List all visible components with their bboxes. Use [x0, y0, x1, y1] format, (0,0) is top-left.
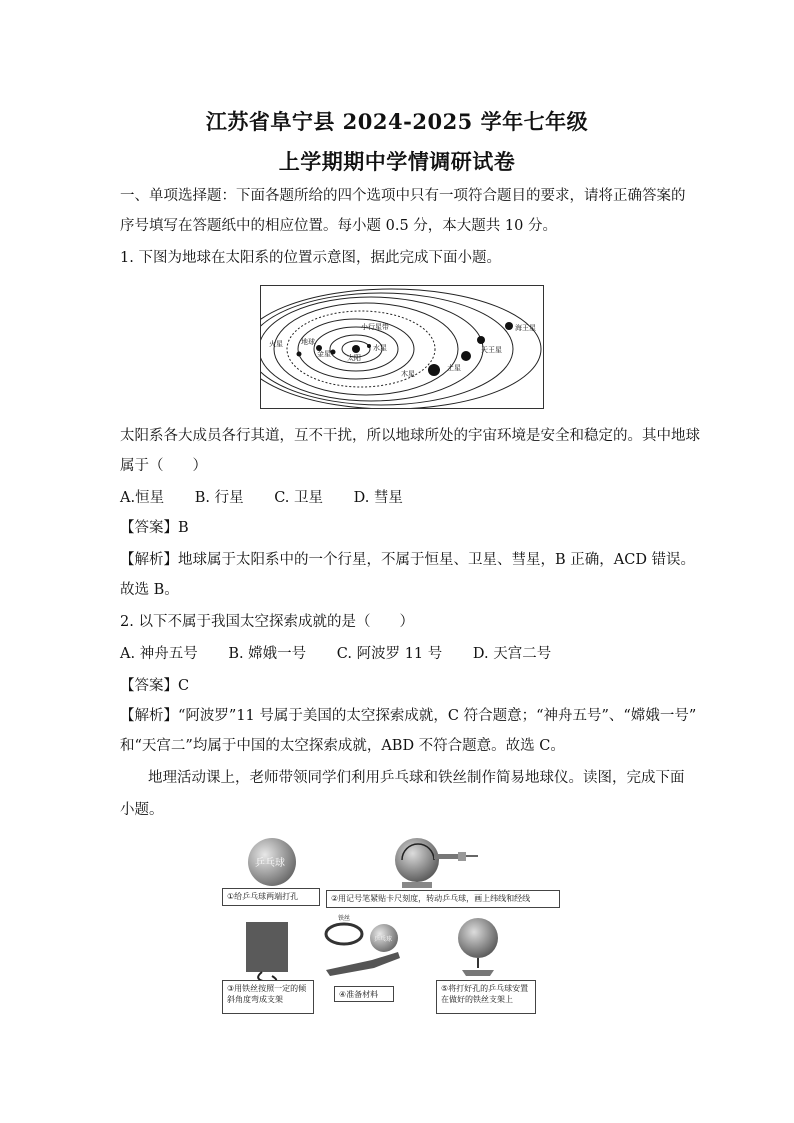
q1-option-d: D. 彗星 — [353, 490, 403, 506]
q1-context-line2: 属于（ ） — [120, 458, 207, 474]
step3-caption: ③用铁丝按照一定的倾斜角度弯成支架 — [222, 980, 314, 1014]
solar-system-svg — [261, 286, 543, 408]
wire-stand-image — [246, 922, 288, 972]
q3-intro-line2: 小题。 — [120, 802, 164, 818]
globe-making-figure — [222, 830, 562, 1020]
label-venus: 金星 — [317, 350, 331, 358]
label-saturn: 土星 — [447, 364, 461, 372]
q2-answer: 【答案】C — [120, 678, 190, 694]
section-instruction-line1: 一、单项选择题：下面各题所给的四个选项中只有一项符合题目的要求，请将正确答案的 — [120, 188, 686, 204]
planet-mercury — [367, 344, 371, 348]
page-title-line1: 江苏省阜宁县 2024-2025 学年七年级 — [205, 109, 589, 134]
sun — [352, 345, 360, 353]
q2-analysis-line1: 【解析】“阿波罗”11 号属于美国的太空探索成就，C 符合题意；“神舟五号”、“嫦娥一号” — [120, 708, 697, 724]
small-ball-label: 乒乓球 — [374, 936, 393, 943]
label-mercury: 水星 — [373, 344, 387, 352]
materials-wire-image — [326, 924, 362, 944]
section-instruction-line2: 序号填写在答题纸中的相应位置。每小题 0.5 分，本大题共 10 分。 — [120, 218, 557, 234]
planet-uranus — [477, 336, 485, 344]
label-uranus: 天王星 — [481, 346, 502, 354]
step5-caption: ⑤将打好孔的乒乓球安置在做好的铁丝支架上 — [436, 980, 536, 1014]
label-jupiter: 木星 — [401, 370, 415, 378]
q1-stem: 1. 下图为地球在太阳系的位置示意图，据此完成下面小题。 — [120, 250, 501, 266]
label-mars: 火星 — [269, 340, 283, 348]
label-earth: 地球 — [301, 338, 315, 346]
q3-intro-line1: 地理活动课上，老师带领同学们利用乒乓球和铁丝制作简易地球仪。读图，完成下面 — [148, 770, 685, 786]
planet-jupiter — [428, 364, 440, 376]
planet-mars — [297, 352, 302, 357]
label-asteroid: 小行星带 — [361, 323, 389, 331]
q2-stem: 2. 以下不属于我国太空探索成就的是（ ） — [120, 614, 414, 630]
label-neptune: 海王星 — [515, 324, 536, 332]
planet-saturn — [461, 351, 471, 361]
finished-globe-image — [458, 918, 498, 958]
q2-option-b: B. 嫦娥一号 — [228, 646, 307, 662]
q1-option-b: B. 行星 — [194, 490, 244, 506]
orbit-saturn — [261, 297, 483, 401]
q1-answer: 【答案】B — [120, 520, 189, 536]
q2-option-d: D. 天宫二号 — [472, 646, 552, 662]
q1-context-line1: 太阳系各大成员各行其道，互不干扰，所以地球所处的宇宙环境是安全和稳定的。其中地球 — [120, 428, 700, 444]
solar-system-diagram — [260, 285, 544, 409]
q2-option-a: A. 神舟五号 — [120, 646, 198, 662]
label-sun: 太阳 — [347, 354, 361, 362]
q1-option-a: A.恒星 — [120, 490, 165, 506]
orbit-jupiter — [274, 303, 458, 395]
q2-options — [120, 644, 577, 664]
page-title-line2: 上学期期中学情调研试卷 — [278, 149, 516, 174]
orbit-uranus — [261, 293, 513, 405]
q1-analysis-line1: 【解析】地球属于太阳系中的一个行星，不属于恒星、卫星、彗星，B 正确，ACD 错误。 — [120, 552, 696, 568]
materials-pliers-image — [326, 952, 400, 976]
step1-caption: ①给乒乓球两端打孔 — [222, 888, 320, 906]
wire-label: 铁丝 — [338, 915, 351, 922]
ball-label: 乒乓球 — [255, 858, 285, 869]
q2-analysis-line2: 和“天宫二”均属于中国的太空探索成就，ABD 不符合题意。故选 C。 — [120, 738, 565, 754]
q1-analysis-line2: 故选 B。 — [120, 582, 179, 598]
q1-option-c: C. 卫星 — [274, 490, 323, 506]
q2-option-c: C. 阿波罗 11 号 — [336, 646, 443, 662]
step4-caption: ④准备材料 — [334, 986, 394, 1002]
q1-options — [120, 488, 429, 508]
step2-caption: ②用记号笔紧贴卡尺刻度，转动乒乓球，画上纬线和经线 — [326, 890, 560, 908]
planet-venus — [331, 350, 336, 355]
planet-neptune — [505, 322, 513, 330]
